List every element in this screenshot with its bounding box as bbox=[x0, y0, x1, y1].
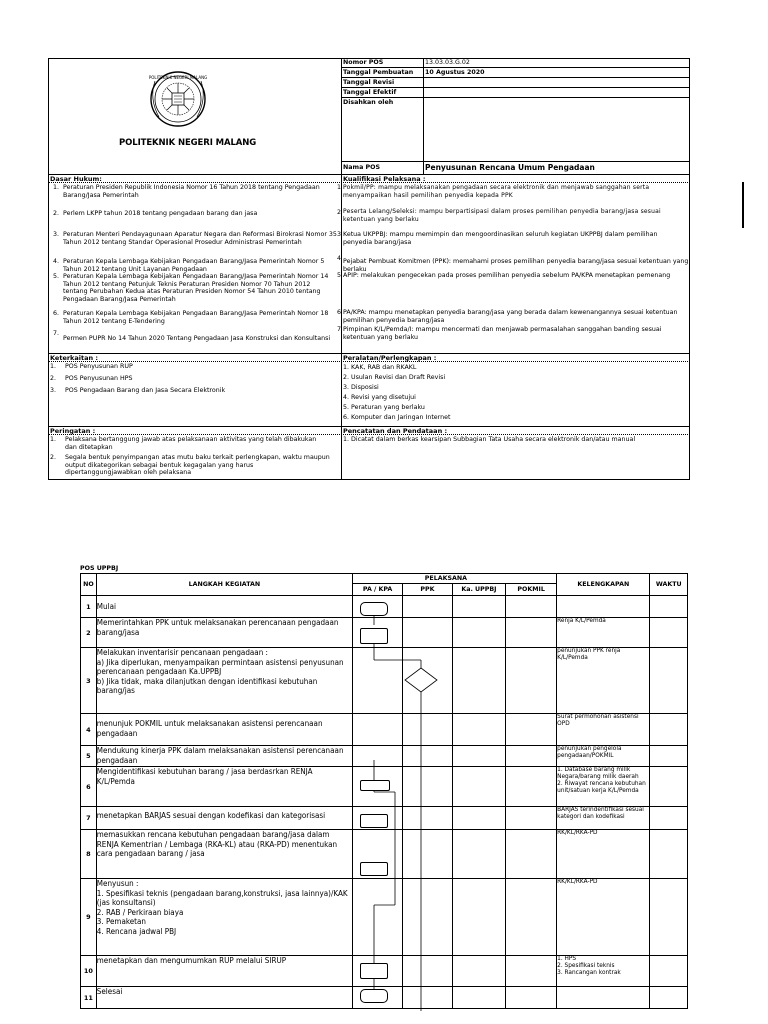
dasar-hukum-item: Peraturan Menteri Pendayagunaan Aparatur Negara dan Reformasi Birokrasi Nomor 35 Tahun 2012 tentang Standar Operasional Prosedur Administrasi Pemerintah bbox=[63, 231, 337, 246]
kualifikasi-item: APIP: melakukan pengecekan pada proses pemilihan penyedia sebelum PA/KPA menetapkan pemenang bbox=[343, 272, 671, 279]
table-row: 2 Memerintahkan PPK untuk melaksanakan perencanaan pengadaan barang/jasa Renja K/L/Pemda bbox=[81, 618, 688, 648]
table-row: 11 Selesai bbox=[81, 987, 688, 1009]
field-label-revisi: Tanggal Revisi bbox=[343, 79, 395, 86]
kualifikasi-item: Pokmil/PP: mampu melaksanakan pengadaan secara elektronik dan menjawab sanggahan serta menyampaikan hasil pemilihan penyedia kepada PPK bbox=[343, 184, 650, 199]
peralatan-item: 5. Peraturan yang berlaku bbox=[343, 404, 425, 411]
step-text: Mengidentifikasi kebutuhan barang / jasa berdasrkan RENJA K/L/Pemda bbox=[96, 767, 352, 807]
field-value-nomor: 13.03.03.G.02 bbox=[425, 59, 470, 66]
keterkaitan-item: POS Pengadaan Barang dan Jasa Secara Elektronik bbox=[65, 387, 226, 394]
step-text: Selesai bbox=[96, 987, 352, 1009]
svg-text:POLITEKNIK NEGERI MALANG: POLITEKNIK NEGERI MALANG bbox=[148, 75, 208, 80]
step-text: memasukkan rencana kebutuhan pengadaan barang/jasa dalam RENJA Kementrian / Lembaga (RKA-KL) atau (RKA-PD) menentukan cara pengadaan barang / jasa bbox=[96, 830, 352, 879]
process-box bbox=[360, 628, 388, 644]
kelengkapan-text: RK/KL/RKA-PD bbox=[557, 879, 650, 956]
pos-title: POS UPPBJ bbox=[80, 565, 119, 572]
col-pokmil: POKMIL bbox=[506, 584, 557, 596]
process-box bbox=[360, 862, 388, 876]
dasar-hukum-item: Peraturan Presiden Republik Indonesia Nomor 16 Tahun 2018 tentang Pengadaan Barang/Jasa Pemerintah bbox=[63, 184, 320, 199]
institution-name: POLITEKNIK NEGERI MALANG bbox=[119, 138, 257, 148]
pencatatan-item: 1. Dicatat dalam berkas kearsipan Subbagian Tata Usaha secara elektronik dan/atau manual bbox=[343, 436, 636, 443]
table-row: 8 memasukkan rencana kebutuhan pengadaan barang/jasa dalam RENJA Kementrian / Lembaga (RKA-KL) atau (RKA-PD) menentukan cara pengadaan barang / jasa RK/KL/RKA-PD bbox=[81, 830, 688, 879]
peringatan-item: Pelaksana bertanggung jawab atas pelaksanaan aktivitas yang telah dibakukan dan ditetapkan bbox=[65, 436, 317, 451]
peringatan-item: Segala bentuk penyimpangan atas mutu baku terkait perlengkapan, waktu maupun output dikategorikan sebagai bentuk kegagalan yang harus dipertanggungjawabkan oleh pelaksana bbox=[65, 454, 330, 477]
peralatan-item: 3. Disposisi bbox=[343, 384, 379, 391]
kelengkapan-text: penunjukan pengelola pengadaan/POKMIL bbox=[557, 746, 650, 767]
step-text: Melakukan inventarisir pencanaan pengadaan : a) Jika diperlukan, menyampaikan permintaan asistensi penyusunan perencanaan pengadaan Ka.UPPBJ b) Jika tidak, maka dilanjutkan dengan identifikasi kebutuhan barang/jas bbox=[96, 648, 352, 714]
kualifikasi-item: Ketua UKPPBJ: mampu memimpin dan mengoordinasikan seluruh kegiatan UKPPBJ dalam pemilihan penyedia barang/jasa bbox=[343, 231, 658, 246]
kelengkapan-text: Renja K/L/Pemda bbox=[557, 618, 650, 648]
kelengkapan-text: 1. Database barang milik Negara/barang milik daerah 2. Riwayat rencana kebutuhan unit/satuan kerja K/L/Pemda bbox=[557, 767, 650, 807]
decision-diamond bbox=[405, 668, 437, 692]
kualifikasi-item: PA/KPA: mampu menetapkan penyedia barang/jasa yang berada dalam kewenangannya sesuai ketentuan pemilihan penyedia barang/jasa bbox=[343, 309, 678, 324]
peralatan-item: 1. KAK, RAB dan RKAKL bbox=[343, 364, 417, 371]
dasar-hukum-item: Perlem LKPP tahun 2018 tentang pengadaan barang dan jasa bbox=[63, 210, 258, 217]
nama-pos-value: Penyusunan Rencana Umum Pengadaan bbox=[425, 163, 595, 172]
table-row: 4 menunjuk POKMIL untuk melaksanakan asistensi perencanaan pengadaan Surat permohonan asistensi OPD bbox=[81, 714, 688, 746]
step-text: Menyusun : 1. Spesifikasi teknis (pengadaan barang,konstruksi, jasa lainnya)/KAK (jas konsultansi) 2. RAB / Perkiraan biaya 3. Pemaketan 4. Rencana jadwal PBJ bbox=[96, 879, 352, 956]
col-ka-uppbj: Ka. UPPBJ bbox=[452, 584, 506, 596]
step-text: Memerintahkan PPK untuk melaksanakan perencanaan pengadaan barang/jasa bbox=[96, 618, 352, 648]
keterkaitan-title: Keterkaitan : bbox=[50, 354, 98, 362]
dasar-hukum-title: Dasar Hukum: bbox=[50, 175, 102, 183]
col-pelaksana: PELAKSANA bbox=[403, 574, 557, 584]
table-row: 7 menetapkan BARJAS sesuai dengan kodefikasi dan kategorisasi BARJAS terindentifikasi sesuai kategori dan kodefikasi bbox=[81, 807, 688, 830]
end-terminal bbox=[360, 989, 388, 1003]
col-ppk: PPK bbox=[403, 584, 452, 596]
peralatan-item: 2. Usulan Revisi dan Draft Revisi bbox=[343, 374, 446, 381]
keterkaitan-item: POS Penyusunan HPS bbox=[65, 375, 133, 382]
kelengkapan-text: Surat permohonan asistensi OPD bbox=[557, 714, 650, 746]
dasar-hukum-item: Permen PUPR No 14 Tahun 2020 Tentang Pengadaan Jasa Konstruksi dan Konsultansi bbox=[63, 335, 331, 342]
process-box bbox=[360, 963, 388, 979]
pos-header-table: POLITEKNIK NEGERI MALANG POLITEKNIK NEGERI MALANG Nomor POS 13.03.03.G.02 Tanggal Pembuatan 10 Agustus 2020 Tanggal Revisi Tanggal Efektif Disahkan oleh Nama POS Penyusunan Rencana Umum Pengadaan Dasar Hukum: 1. Peraturan Presiden Republik Indonesia Nomor 16 Tahun 2018 tentang Pengadaan Barang/Jasa Pemerintah 2. Perlem LKPP tahun 2018 tentang pengadaan barang dan jasa 3. Peraturan Menteri Pendayagunaan Aparatur Negara dan Reformasi Birokrasi Nomor 35 Tahun 2012 tentang Standar Operasional Prosedur Administrasi Pemerintah 4. Peraturan Kepala Lembaga Kebijakan Pengadaan Barang/Jasa Pemerintah Nomor 5 Tahun 2012 tentang Unit Layanan Pengadaan 5. Peraturan Kepala Lembaga Kebijakan Pengadaan Barang/Jasa Pemerintah Nomor 14 Tahun 2012 tentang Petunjuk Teknis Peraturan Presiden Nomor 70 Tahun 2012 tentang Perubahan Kedua atas Peraturan Presiden Nomor 54 Tahun 2010 tentang Pengadaan Barang/Jasa Pemerintah 6. Peraturan Kepala Lembaga Kebijakan Pengadaan Barang/Jasa Pemerintah Nomor 18 Tahun 2012 tentang E-Tendering 7. Permen PUPR No 14 Tahun 2020 Tentang Pengadaan Jasa Konstruksi dan Konsultansi Kualifikasi Pelaksana : 1 Pokmil/PP: mampu melaksanakan pengadaan secara elektronik dan menjawab sanggahan serta menyampaikan hasil pemilihan penyedia kepada PPK 2 Peserta Lelang/Seleksi: mampu berpartisipasi dalam proses pemilihan penyedia barang/jasa sesuai ketentuan yang berlaku 3 Ketua UKPPBJ: mampu memimpin dan mengoordinasikan seluruh kegiatan UKPPBJ dalam pemilihan penyedia barang/jasa 4 Pejabat Pembuat Komitmen (PPK): memahami proses pemilihan penyedia barang/jasa sesuai ketentuan yang berlaku 5 APIP: melakukan pengecekan pada proses pemilihan penyedia sebelum PA/KPA menetapkan pemenang 6 PA/KPA: mampu menetapkan penyedia barang/jasa yang berada dalam kewenangannya sesuai ketentuan pemilihan penyedia barang/jasa 7 Pimpinan K/L/Pemda/I: mampu mencermati dan menjawab permasalahan sanggahan banding sesuai ketentuan yang berlaku Keterkaitan : 1. POS Penyusunan RUP 2. POS Penyusunan HPS 3. POS Pengadaan Barang dan Jasa Secara Elektronik Peralatan/Perlengkapan : 1. KAK, RAB dan RKAKL 2. Usulan Revisi dan Draft Revisi 3. Disposisi 4. Revisi yang disetujui 5. Peraturan yang berlaku 6. Komputer dan Jaringan Internet Peringatan : 1. Pelaksana bertanggung jawab atas pelaksanaan aktivitas yang telah dibakukan dan ditetapkan 2. Segala bentuk penyimpangan atas mutu baku terkait perlengkapan, waktu maupun output dikategorikan sebagai bentuk kegagalan yang harus dipertanggungjawabkan oleh pelaksana Pencatatan dan Pendataan : 1. Dicatat dalam berkas kearsipan Subbagian Tata Usaha secara elektronik dan/atau manual bbox=[48, 58, 690, 480]
step-text: menetapkan BARJAS sesuai dengan kodefikasi dan kategorisasi bbox=[96, 807, 352, 830]
kelengkapan-text: penunjukan PPK renja K/L/Pemda bbox=[557, 648, 650, 714]
table-row: 5 Mendukung kinerja PPK dalam melaksanakan asistensi perencanaan pengadaan penunjukan pengelola pengadaan/POKMIL bbox=[81, 746, 688, 767]
process-box bbox=[360, 814, 388, 828]
kualifikasi-title: Kualifikasi Pelaksana : bbox=[343, 175, 426, 183]
dasar-hukum-item: Peraturan Kepala Lembaga Kebijakan Pengadaan Barang/Jasa Pemerintah Nomor 5 Tahun 2012 tentang Unit Layanan Pengadaan bbox=[63, 258, 325, 273]
table-row: 10 menetapkan dan mengumumkan RUP melalui SIRUP 1. HPS 2. Spesifikasi teknis 3. Rancangan kontrak bbox=[81, 956, 688, 987]
field-label-nomor: Nomor POS bbox=[343, 59, 384, 66]
pencatatan-title: Pencatatan dan Pendataan : bbox=[343, 427, 448, 435]
table-row: 3 Melakukan inventarisir pencanaan pengadaan : a) Jika diperlukan, menyampaikan permintaan asistensi penyusunan perencanaan pengadaan Ka.UPPBJ b) Jika tidak, maka dilanjutkan dengan identifikasi kebutuhan barang/jas penunjukan PPK renja K/L/Pemda bbox=[81, 648, 688, 714]
field-value-pembuatan: 10 Agustus 2020 bbox=[425, 69, 485, 76]
field-label-efektif: Tanggal Efektif bbox=[343, 89, 397, 96]
step-text: menetapkan dan mengumumkan RUP melalui SIRUP bbox=[96, 956, 352, 987]
step-text: menunjuk POKMIL untuk melaksanakan asistensi perencanaan pengadaan bbox=[96, 714, 352, 746]
kualifikasi-item: Peserta Lelang/Seleksi: mampu berpartisipasi dalam proses pemilihan penyedia barang/jasa sesuai ketentuan yang berlaku bbox=[343, 208, 661, 223]
keterkaitan-item: POS Penyusunan RUP bbox=[65, 363, 133, 370]
nama-pos-label: Nama POS bbox=[343, 164, 381, 171]
start-terminal bbox=[360, 602, 388, 616]
table-row: 6 Mengidentifikasi kebutuhan barang / jasa berdasrkan RENJA K/L/Pemda 1. Database barang milik Negara/barang milik daerah 2. Riwayat rencana kebutuhan unit/satuan kerja K/L/Pemda bbox=[81, 767, 688, 807]
dasar-hukum-item: Peraturan Kepala Lembaga Kebijakan Pengadaan Barang/Jasa Pemerintah Nomor 14 Tahun 2012 tentang Petunjuk Teknis Peraturan Presiden Nomor 70 Tahun 2012 tentang Perubahan Kedua atas Peraturan Presiden Nomor 54 Tahun 2010 tentang Pengadaan Barang/Jasa Pemerintah bbox=[63, 273, 329, 303]
col-waktu: WAKTU bbox=[650, 574, 688, 596]
table-row: 9 Menyusun : 1. Spesifikasi teknis (pengadaan barang,konstruksi, jasa lainnya)/KAK (jas konsultansi) 2. RAB / Perkiraan biaya 3. Pemaketan 4. Rencana jadwal PBJ RK/KL/RKA-PD bbox=[81, 879, 688, 956]
kelengkapan-text: 1. HPS 2. Spesifikasi teknis 3. Rancangan kontrak bbox=[557, 956, 650, 987]
kelengkapan-text: RK/KL/RKA-PD bbox=[557, 830, 650, 879]
col-langkah: LANGKAH KEGIATAN bbox=[96, 574, 352, 596]
kelengkapan-text: BARJAS terindentifikasi sesuai kategori dan kodefikasi bbox=[557, 807, 650, 830]
peralatan-item: 4. Revisi yang disetujui bbox=[343, 394, 416, 401]
process-box bbox=[360, 780, 390, 791]
peralatan-title: Peralatan/Perlengkapan : bbox=[343, 354, 437, 362]
field-label-disahkan: Disahkan oleh bbox=[343, 99, 394, 106]
col-pa-kpa: PA / KPA bbox=[352, 584, 402, 596]
col-kelengkapan: KELENGKAPAN bbox=[557, 574, 650, 596]
dasar-hukum-item: Peraturan Kepala Lembaga Kebijakan Pengadaan Barang/Jasa Pemerintah Nomor 18 Tahun 2012 tentang E-Tendering bbox=[63, 310, 329, 325]
peralatan-item: 6. Komputer dan Jaringan Internet bbox=[343, 414, 451, 421]
table-row: 1 Mulai bbox=[81, 596, 688, 618]
step-text: Mendukung kinerja PPK dalam melaksanakan asistensi perencanaan pengadaan bbox=[96, 746, 352, 767]
kualifikasi-item: Pejabat Pembuat Komitmen (PPK): memahami proses pemilihan penyedia barang/jasa sesuai ketentuan yang berlaku bbox=[343, 258, 689, 273]
field-label-pembuatan: Tanggal Pembuatan bbox=[343, 69, 414, 76]
step-text: Mulai bbox=[96, 596, 352, 618]
kualifikasi-item: Pimpinan K/L/Pemda/I: mampu mencermati dan menjawab permasalahan sanggahan banding sesuai ketentuan yang berlaku bbox=[343, 326, 662, 341]
peringatan-title: Peringatan : bbox=[50, 427, 96, 435]
col-no: NO bbox=[81, 574, 97, 596]
